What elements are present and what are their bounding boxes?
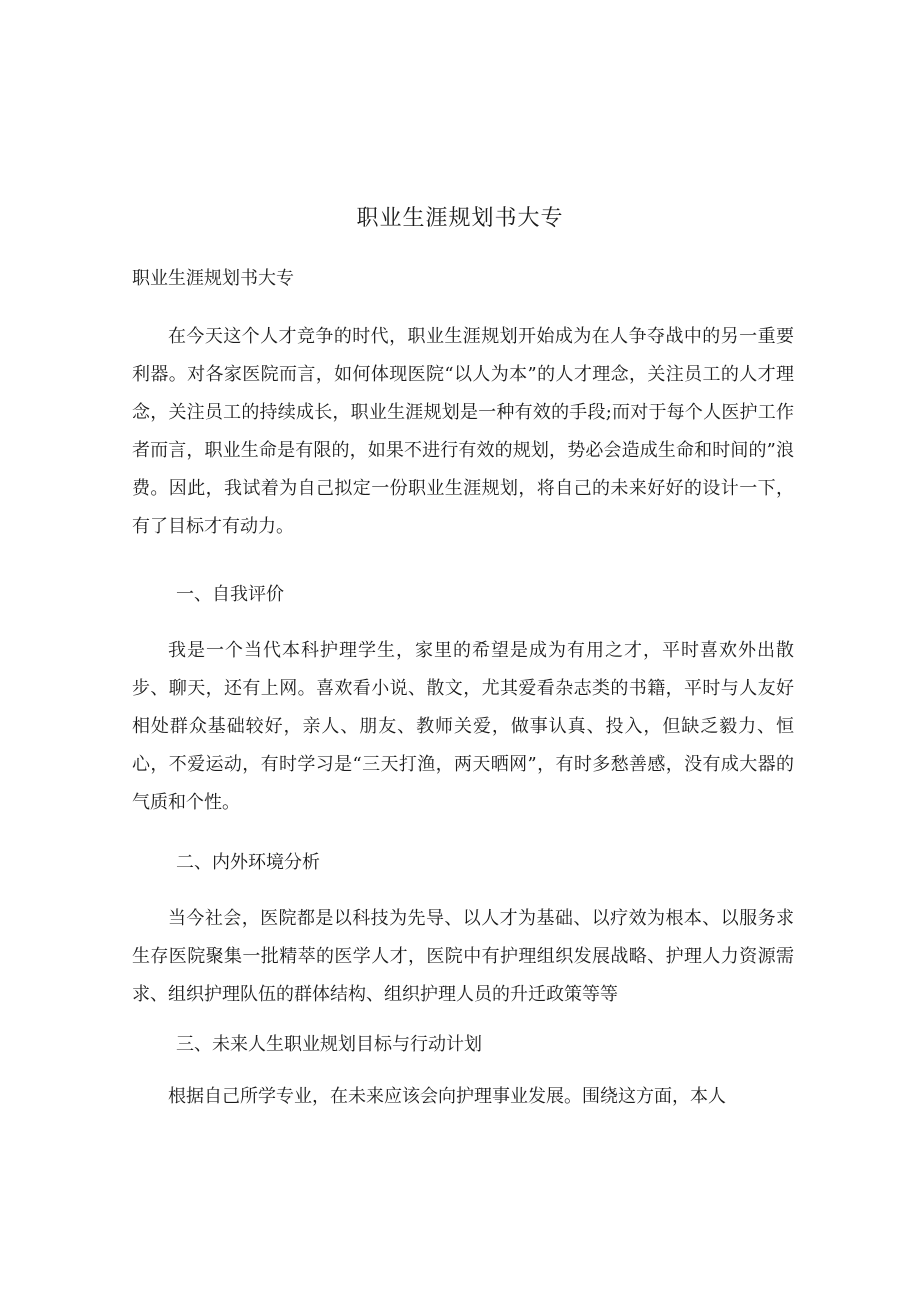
document-subtitle: 职业生涯规划书大专 [132, 268, 294, 289]
section-heading-future-plan: 三、未来人生职业规划目标与行动计划 [176, 1034, 482, 1055]
environment-analysis-paragraph: 当今社会，医院都是以科技为先导、以人才为基础、以疗效为根本、以服务求生存医院聚集一批精萃的医学人才，医院中有护理组织发展战略、护理人力资源需求、组织护理队伍的群体结构、组织护理人员的升迁政策等等 [132, 908, 794, 1005]
document-title: 职业生涯规划书大专 [356, 206, 564, 231]
section-heading-environment-analysis: 二、内外环境分析 [176, 852, 320, 873]
intro-paragraph: 在今天这个人才竞争的时代，职业生涯规划开始成为在人争夺战中的另一重要利器。对各家医院而言，如何体现医院“以人为本”的人才理念，关注员工的人才理念，关注员工的持续成长，职业生涯规划是一种有效的手段;而对于每个人医护工作者而言，职业生命是有限的，如果不进行有效的规划，势必会造成生命和时间的”浪费。因此，我试着为自己拟定一份职业生涯规划，将自己的未来好好的设计一下，有了目标才有动力。 [132, 326, 794, 537]
self-evaluation-paragraph: 我是一个当代本科护理学生，家里的希望是成为有用之才，平时喜欢外出散步、聊天，还有上网。喜欢看小说、散文，尤其爱看杂志类的书籍，平时与人友好相处群众基础较好，亲人、朋友、教师关爱，做事认真、投入，但缺乏毅力、恒心，不爱运动，有时学习是“三天打渔，两天晒网”，有时多愁善感，没有成大器的气质和个性。 [132, 640, 794, 813]
future-plan-paragraph: 根据自己所学专业，在未来应该会向护理事业发展。围绕这方面，本人 [168, 1086, 726, 1107]
section-heading-self-evaluation: 一、自我评价 [176, 584, 284, 605]
